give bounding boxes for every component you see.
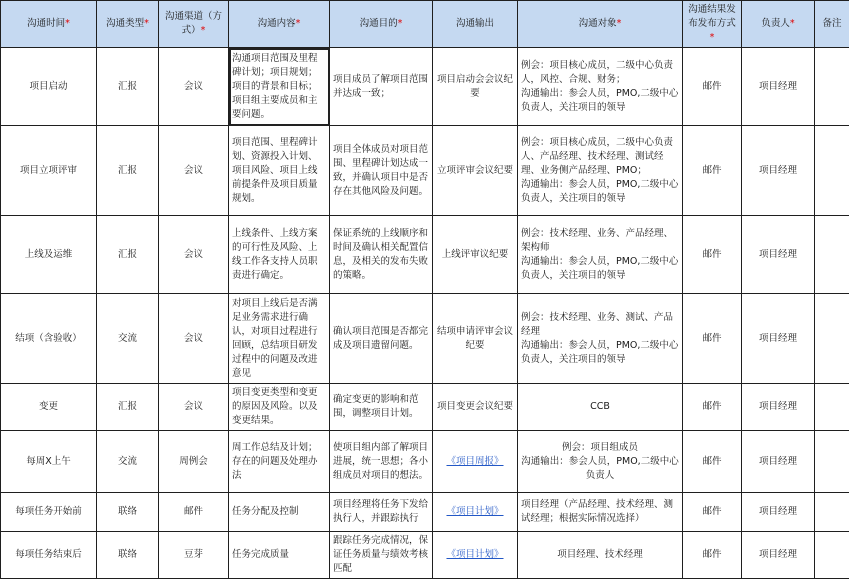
cell-purpose[interactable]: 保证系统的上线顺序和时间及确认相关配置信息，及相关的发布失败的策略。 [330,216,433,294]
cell-output[interactable] [433,431,518,493]
cell-content[interactable]: 沟通项目范围及里程碑计划；项目规划；项目的背景和目标；项目组主要成员和主要问题。 [229,48,330,126]
cell-output[interactable] [433,493,518,532]
cell-note[interactable] [815,126,849,216]
cell-owner[interactable]: 项目经理 [742,48,815,126]
output-document-link[interactable]: 《项目计划》 [446,549,504,560]
required-asterisk: * [295,18,301,29]
cell-audience[interactable]: 例会：技术经理、业务、测试、产品经理 沟通输出：参会人员，PMO,二级中心负责人，关注项目的领导 [518,294,683,384]
column-header-label: 沟通输出 [455,18,494,29]
cell-time[interactable]: 每周X上午 [1,431,97,493]
cell-channel[interactable]: 会议 [159,126,229,216]
table-row [1,493,849,532]
column-header[interactable] [518,1,683,48]
cell-output[interactable]: 上线评审议纪要 [433,216,518,294]
table-row [1,384,849,431]
output-document-link[interactable]: 《项目计划》 [446,506,504,517]
cell-publish[interactable]: 邮件 [683,384,742,431]
column-header[interactable] [97,1,159,48]
cell-publish[interactable]: 邮件 [683,294,742,384]
cell-owner[interactable]: 项目经理 [742,532,815,579]
required-asterisk: * [709,32,715,43]
cell-time[interactable]: 每项任务结束后 [1,532,97,579]
cell-channel[interactable]: 会议 [159,294,229,384]
cell-note[interactable] [815,294,849,384]
cell-type[interactable]: 汇报 [97,216,159,294]
table-row [1,431,849,493]
table-row [1,532,849,579]
cell-owner[interactable]: 项目经理 [742,294,815,384]
cell-owner[interactable]: 项目经理 [742,493,815,532]
required-asterisk: * [789,18,795,29]
cell-channel[interactable]: 会议 [159,216,229,294]
cell-content[interactable]: 周工作总结及计划；存在的问题及处理办法 [229,431,330,493]
cell-audience[interactable]: 例会：技术经理、业务、产品经理、架构师 沟通输出：参会人员，PMO,二级中心负责人，关注项目的领导 [518,216,683,294]
cell-time[interactable]: 项目启动 [1,48,97,126]
cell-note[interactable] [815,532,849,579]
cell-owner[interactable]: 项目经理 [742,384,815,431]
table-row [1,126,849,216]
cell-purpose[interactable]: 使项目组内部了解项目进展，统一思想；各小组成员对项目的想法。 [330,431,433,493]
column-header-label: 沟通内容 [257,18,296,29]
cell-content[interactable]: 任务完成质量 [229,532,330,579]
cell-publish[interactable]: 邮件 [683,431,742,493]
column-header-label: 沟通目的 [359,18,398,29]
table-row [1,294,849,384]
required-asterisk: * [616,18,622,29]
column-header[interactable] [159,1,229,48]
required-asterisk: * [65,18,70,29]
cell-note[interactable] [815,384,849,431]
cell-type[interactable]: 联络 [97,493,159,532]
cell-audience[interactable]: CCB [518,384,683,431]
column-header-label: 备注 [822,18,842,29]
cell-output[interactable]: 结项申请评审会议纪要 [433,294,518,384]
table-row [1,48,849,126]
required-asterisk: * [397,18,403,29]
column-header-label: 负责人 [761,18,790,29]
cell-note[interactable] [815,493,849,532]
cell-output[interactable] [433,532,518,579]
cell-purpose[interactable]: 确认项目范围是否都完成及项目遗留问题。 [330,294,433,384]
cell-time[interactable]: 上线及运维 [1,216,97,294]
cell-purpose[interactable]: 确定变更的影响和范围，调整项目计划。 [330,384,433,431]
cell-time[interactable]: 结项（含验收） [1,294,97,384]
cell-time[interactable]: 项目立项评审 [1,126,97,216]
cell-channel[interactable]: 会议 [159,384,229,431]
cell-type[interactable]: 交流 [97,294,159,384]
cell-publish[interactable]: 邮件 [683,48,742,126]
cell-publish[interactable]: 邮件 [683,493,742,532]
required-asterisk: * [200,25,206,36]
cell-channel[interactable]: 豆芽 [159,532,229,579]
cell-content[interactable]: 上线条件、上线方案的可行性及风险、上线工作各支持人员职责进行确定。 [229,216,330,294]
cell-audience[interactable]: 项目经理（产品经理、技术经理、测试经理；根据实际情况选择） [518,493,683,532]
cell-channel[interactable]: 邮件 [159,493,229,532]
column-header-label: 沟通类型 [106,18,145,29]
cell-type[interactable]: 汇报 [97,48,159,126]
cell-output[interactable]: 项目启动会会议纪要 [433,48,518,126]
column-header-label: 沟通结果发布发布方式 [688,4,736,29]
cell-purpose[interactable]: 项目成员了解项目范围并达成一致； [330,48,433,126]
cell-output[interactable]: 项目变更会议纪要 [433,384,518,431]
cell-type[interactable]: 汇报 [97,126,159,216]
required-asterisk: * [144,18,149,29]
cell-purpose[interactable]: 项目全体成员对项目范围、里程碑计划达成一致，并确认项目中是否存在其他风险及问题。 [330,126,433,216]
cell-purpose[interactable]: 项目经理将任务下发给执行人，并跟踪执行 [330,493,433,532]
table-row [1,216,849,294]
cell-content[interactable]: 项目变更类型和变更的原因及风险。以及变更结果。 [229,384,330,431]
cell-content[interactable]: 项目范围、里程碑计划、资源投入计划、项目风险、项目上线前提条件及项目质量规划。 [229,126,330,216]
column-header[interactable] [742,1,815,48]
table-body [1,48,849,579]
cell-publish[interactable]: 邮件 [683,126,742,216]
cell-audience[interactable]: 例会：项目核心成员，二级中心负责人，风控、合规、财务； 沟通输出：参会人员，PMO,二级中心负责人，关注项目的领导 [518,48,683,126]
column-header[interactable] [330,1,433,48]
cell-note[interactable] [815,48,849,126]
column-header[interactable] [683,1,742,48]
column-header-label: 沟通渠道（方式） [164,11,222,36]
cell-owner[interactable]: 项目经理 [742,126,815,216]
cell-publish[interactable]: 邮件 [683,532,742,579]
cell-type[interactable]: 交流 [97,431,159,493]
cell-audience[interactable]: 例会：项目组成员 沟通输出：参会人员，PMO,二级中心负责人 [518,431,683,493]
column-header-label: 沟通对象 [578,18,617,29]
cell-content[interactable]: 对项目上线后是否满足业务需求进行确认，对项目过程进行回顾，总结项目研发过程中的问题及改进意见 [229,294,330,384]
cell-note[interactable] [815,216,849,294]
cell-time[interactable]: 每项任务开始前 [1,493,97,532]
column-header[interactable] [815,1,849,48]
header-row [1,1,849,48]
cell-publish[interactable]: 邮件 [683,216,742,294]
cell-output[interactable]: 立项评审会议纪要 [433,126,518,216]
column-header-label: 沟通时间 [27,18,66,29]
cell-purpose[interactable]: 跟踪任务完成情况，保证任务质量与绩效考核匹配 [330,532,433,579]
cell-type[interactable]: 联络 [97,532,159,579]
column-header[interactable] [1,1,97,48]
cell-type[interactable]: 汇报 [97,384,159,431]
cell-time[interactable]: 变更 [1,384,97,431]
column-header[interactable] [229,1,330,48]
cell-audience[interactable]: 例会：项目核心成员，二级中心负责人、产品经理、技术经理、测试经理、业务侧产品经理、PMO； 沟通输出：参会人员，PMO,二级中心负责人，关注项目的领导 [518,126,683,216]
cell-note[interactable] [815,431,849,493]
cell-owner[interactable]: 项目经理 [742,216,815,294]
output-document-link[interactable]: 《项目周报》 [446,455,504,467]
column-header[interactable] [433,1,518,48]
cell-content[interactable]: 任务分配及控制 [229,493,330,532]
cell-channel[interactable]: 会议 [159,48,229,126]
cell-channel[interactable]: 周例会 [159,431,229,493]
cell-audience[interactable]: 项目经理、技术经理 [518,532,683,579]
cell-owner[interactable]: 项目经理 [742,431,815,493]
